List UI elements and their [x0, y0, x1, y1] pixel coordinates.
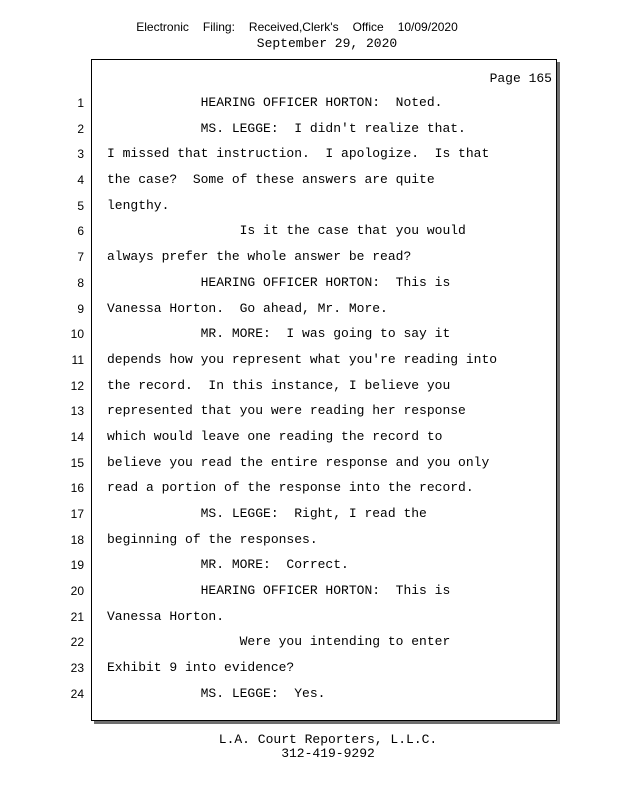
transcript-line: I missed that instruction. I apologize. Is that	[107, 146, 490, 162]
line-number: 1	[77, 96, 84, 110]
transcript-line: MS. LEGGE: I didn't realize that.	[107, 120, 466, 136]
transcript-line: HEARING OFFICER HORTON: This is	[107, 583, 451, 599]
line-number: 12	[70, 378, 84, 393]
page-number: Page 165	[489, 71, 552, 86]
filing-stamp-part: 10/09/2020	[397, 20, 458, 34]
line-number: 16	[70, 481, 84, 496]
line-number: 19	[70, 558, 84, 573]
transcript-line: believe you read the entire response and you only	[107, 454, 490, 470]
transcript-line: MR. MORE: Correct.	[107, 557, 349, 573]
transcript-line: Were you intending to enter	[107, 634, 451, 650]
filing-stamp-part: Office	[352, 20, 384, 34]
line-number: 21	[70, 609, 84, 624]
transcript-line: MS. LEGGE: Yes.	[107, 685, 326, 701]
transcript-line: always prefer the whole answer be read?	[107, 249, 412, 265]
transcript-line: lengthy.	[107, 197, 170, 213]
line-number: 10	[70, 327, 84, 342]
transcript-line: HEARING OFFICER HORTON: This is	[107, 274, 451, 290]
transcript-text	[107, 93, 547, 710]
transcript-line: MR. MORE: I was going to say it	[107, 326, 451, 342]
line-number: 11	[71, 352, 84, 367]
line-number: 3	[77, 147, 84, 162]
line-number: 13	[70, 404, 84, 419]
transcript-line: MS. LEGGE: Right, I read the	[107, 506, 427, 521]
line-number: 24	[70, 686, 84, 701]
filing-stamp-part: Received,Clerk's	[248, 20, 339, 34]
transcript-line: the record. In this instance, I believe you	[107, 377, 451, 393]
line-number: 20	[70, 584, 84, 599]
transcript-line: the case? Some of these answers are quite	[107, 172, 435, 188]
transcript-line: which would leave one reading the record to	[107, 428, 443, 444]
line-number: 8	[77, 275, 84, 290]
line-number: 9	[77, 301, 84, 316]
line-number: 22	[70, 635, 84, 650]
line-number: 6	[77, 224, 84, 239]
line-number: 23	[70, 661, 84, 676]
line-number: 17	[70, 507, 84, 521]
transcript-line: depends how you represent what you're reading into	[107, 351, 498, 367]
transcript-line: read a portion of the response into the record.	[107, 480, 474, 496]
line-number: 7	[77, 250, 84, 265]
transcript-line: Exhibit 9 into evidence?	[107, 660, 295, 676]
transcript-line: represented that you were reading her response	[107, 403, 466, 419]
line-number: 4	[77, 173, 84, 188]
transcript-line: HEARING OFFICER HORTON: Noted.	[107, 95, 443, 110]
line-number-column	[50, 93, 84, 710]
filing-stamp	[0, 20, 606, 34]
line-number: 5	[77, 198, 84, 213]
transcript-line: Vanessa Horton.	[107, 608, 225, 624]
line-number: 2	[77, 121, 84, 136]
transcript-line: beginning of the responses.	[107, 531, 318, 547]
line-number: 15	[70, 455, 84, 470]
transcript-line: Vanessa Horton. Go ahead, Mr. More.	[107, 300, 388, 316]
line-number: 18	[70, 532, 84, 547]
filing-stamp-part: Filing:	[202, 20, 235, 34]
line-number: 14	[70, 429, 84, 444]
filing-stamp-part: Electronic	[136, 20, 189, 34]
court-reporter-name: L.A. Court Reporters, L.L.C.	[218, 732, 438, 747]
transcript-date: September 29, 2020	[256, 36, 398, 51]
transcript-line: Is it the case that you would	[107, 223, 466, 239]
court-reporter-phone: 312-419-9292	[281, 746, 375, 761]
